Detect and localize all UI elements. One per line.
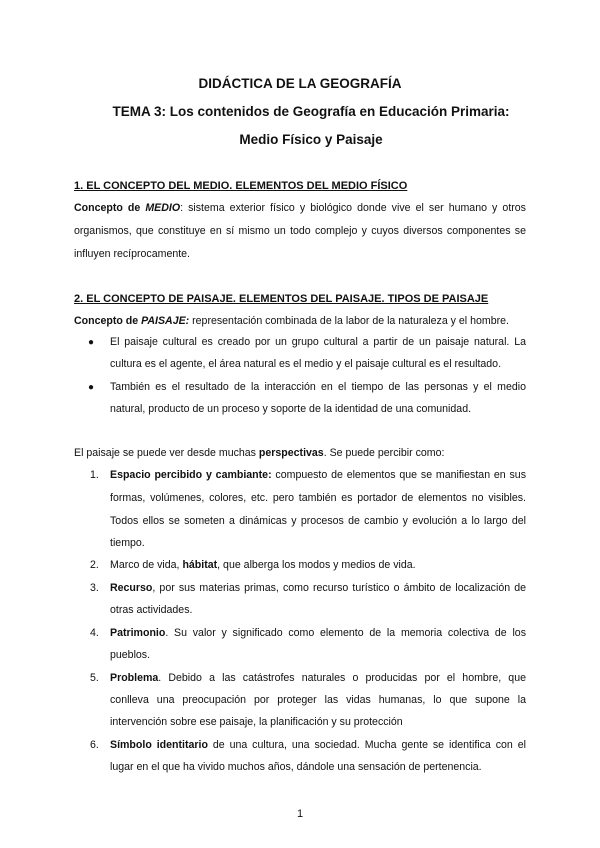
list-item-1-line1: Espacio percibido y cambiante: compuesto de elementos que se manifiestan en sus: [110, 469, 527, 481]
list-item-number: 3.: [90, 582, 99, 594]
list-item-1-line3: Todos ellos se someten a dinámicas y procesos de cambio y evolución a lo largo del: [110, 515, 526, 527]
section2-heading: 2. EL CONCEPTO DE PAISAJE. ELEMENTOS DEL PAISAJE. TIPOS DE PAISAJE: [74, 293, 489, 305]
list-item-number: 4.: [90, 627, 99, 639]
page-number: 1: [296, 808, 304, 820]
section1-definition-line1: Concepto de MEDIO: sistema exterior físico y biológico donde vive el ser humano y otros: [74, 202, 526, 214]
list-item-5-line2: conlleva una preocupación por proteger las vidas humanas, lo que supone la: [110, 694, 526, 706]
section1-definition-line3: influyen recíprocamente.: [74, 248, 191, 260]
section2-bullet2-line1: También es el resultado de la interacción en el tiempo de las personas y el medio: [110, 381, 526, 393]
list-item-number: 5.: [90, 672, 99, 684]
document-subtitle-line1: TEMA 3: Los contenidos de Geografía en Educación Primaria:: [112, 104, 510, 119]
section2-bullet2-line2: natural, producto de un proceso y soporte de la identidad de una comunidad.: [110, 403, 472, 415]
list-item-number: 1.: [90, 469, 99, 481]
list-item-5-line1: Problema. Debido a las catástrofes naturales o producidas por el hombre, que: [110, 672, 526, 684]
section1-definition-line2: organismos, que constituye en sí mismo un todo complejo y cuyos diversos componentes se: [74, 225, 526, 237]
bullet-icon: ●: [88, 337, 95, 348]
section1-heading: 1. EL CONCEPTO DEL MEDIO. ELEMENTOS DEL MEDIO FÍSICO: [74, 180, 408, 192]
section2-definition: Concepto de PAISAJE: representación combinada de la labor de la naturaleza y el hombre.: [74, 315, 509, 327]
list-item-3-line2: otras actividades.: [110, 604, 193, 616]
document-title: DIDÁCTICA DE LA GEOGRAFÍA: [198, 76, 402, 91]
list-item-3-line1: Recurso, por sus materias primas, como recurso turístico o ámbito de localización de: [110, 582, 526, 594]
list-item-1-line2: formas, volúmenes, colores, etc. pero también es portador de elementos no visibles.: [110, 492, 526, 504]
list-item-2-line1: Marco de vida, hábitat, que alberga los modos y medios de vida.: [110, 559, 416, 571]
list-item-6-line2: lugar en el que ha vivido muchos años, dándole una sensación de pertenencia.: [110, 761, 482, 773]
section2-bullet1-line1: El paisaje cultural es creado por un grupo cultural a partir de un paisaje natural. La: [110, 336, 526, 348]
section2-bullet1-line2: cultura es el agente, el área natural es el medio y el paisaje cultural es el resultado.: [110, 358, 502, 370]
list-item-4-line2: pueblos.: [110, 649, 151, 661]
document-subtitle-line2: Medio Físico y Paisaje: [239, 132, 383, 147]
list-item-1-line4: tiempo.: [110, 537, 145, 549]
list-item-number: 2.: [90, 559, 99, 571]
list-item-number: 6.: [90, 739, 99, 751]
list-item-5-line3: intervención sobre ese paisaje, la planificación y su protección: [110, 716, 403, 728]
list-item-6-line1: Símbolo identitario de una cultura, una sociedad. Mucha gente se identifica con el: [110, 739, 526, 751]
bullet-icon: ●: [88, 382, 95, 393]
perspectives-intro: El paisaje se puede ver desde muchas perspectivas. Se puede percibir como:: [74, 447, 445, 459]
list-item-4-line1: Patrimonio. Su valor y significado como elemento de la memoria colectiva de los: [110, 627, 526, 639]
